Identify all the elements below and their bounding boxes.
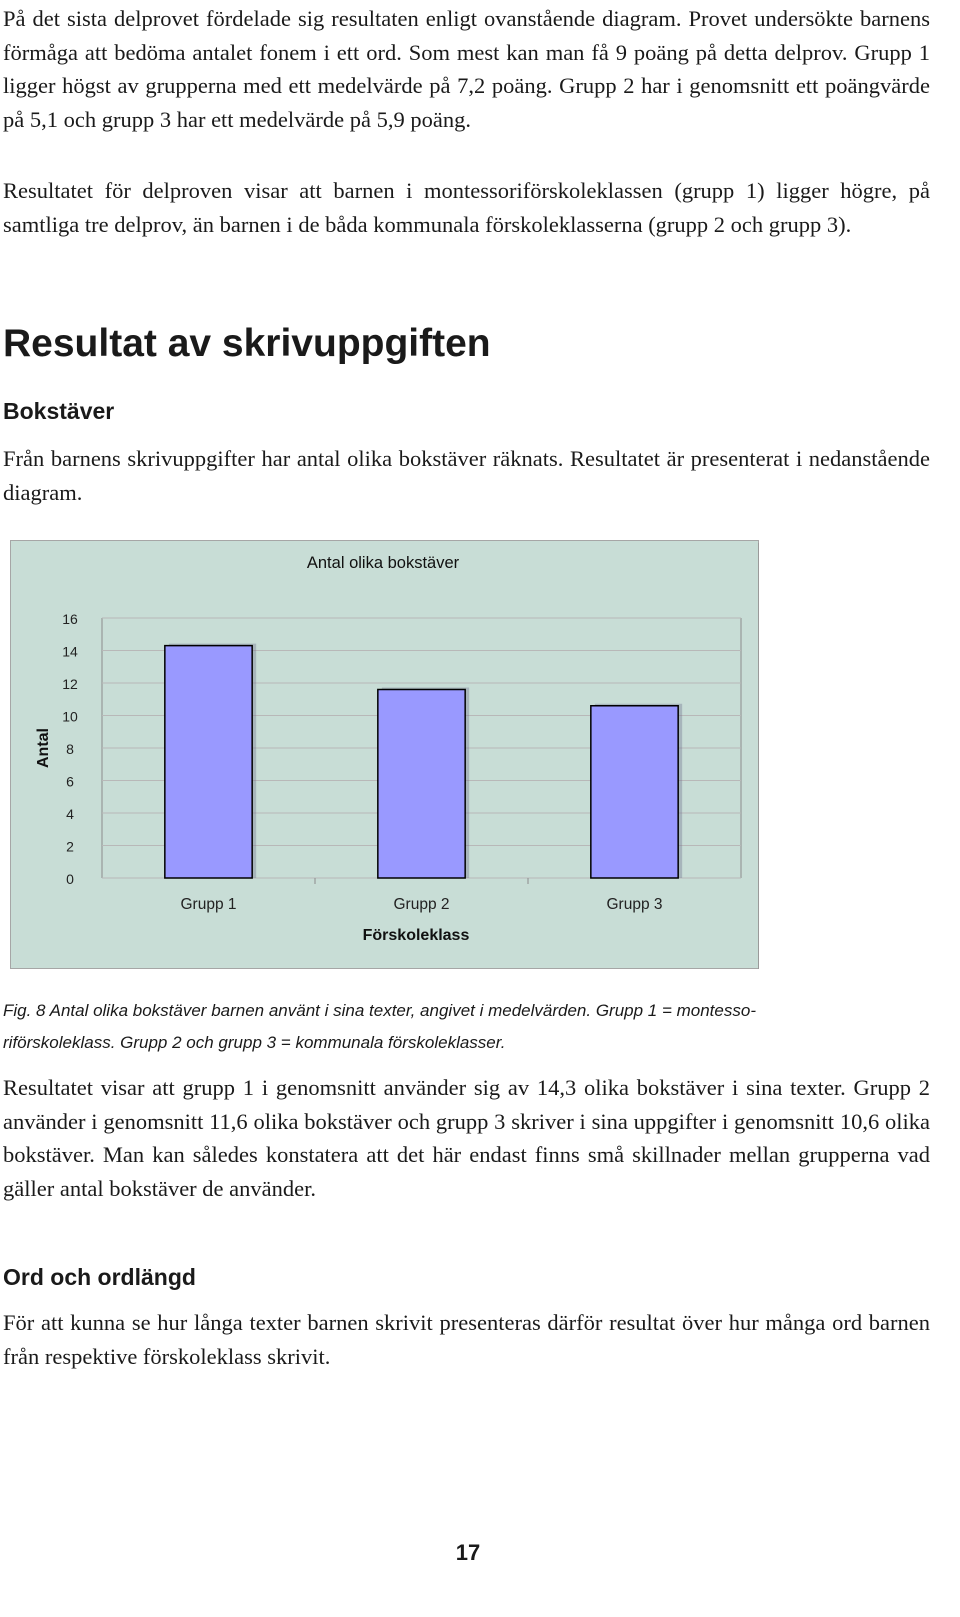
bar-chart-letters [10, 540, 759, 969]
paragraph-words-intro: För att kunna se hur långa texter barnen skrivit presenteras därför resultat över hur många ord barnen från respektive förskoleklass skrivit. [3, 1310, 930, 1369]
y-tick-label-16: 16 [62, 611, 78, 627]
chart-plot-area [62, 611, 741, 913]
bar-grupp-2 [378, 690, 465, 879]
y-tick-label-6: 6 [66, 773, 74, 790]
chart-x-axis-label: Förskoleklass [362, 927, 470, 944]
paragraph-letters-result: Resultatet visar att grupp 1 i genomsnitt använder sig av 14,3 olika bokstäver i sina texter. Grupp 2 använder i genomsnitt 11,6 olika bokstäver och grupp 3 skriver i sina uppgifter i genomsnitt 10,6 olika bokstäver. Man kan således konstatera att det här endast finns små skillnader mellan grupperna vad gäller antal bokstäver de använder. [3, 1075, 930, 1201]
figure-caption-line-1: Fig. 8 Antal olika bokstäver barnen använt i sina texter, angivet i medelvärden. Grupp 1 = montesso- [3, 1001, 756, 1020]
bar-grupp-3 [591, 706, 678, 878]
page-number: 17 [455, 1540, 481, 1565]
chart-panel-shadow-right [758, 543, 759, 969]
section-heading-writing-task: Resultat av skrivuppgiften [3, 322, 491, 365]
y-tick-label-4: 4 [66, 806, 74, 822]
chart-title: Antal olika bokstäver [306, 554, 460, 572]
y-tick-label-0: 0 [66, 871, 74, 887]
paragraph-subtest-summary: Resultatet för delproven visar att barnen i montessoriförskoleklassen (grupp 1) ligger högre, på samtliga tre delprov, än barnen i de båda kommunala förskoleklasserna (grupp 2 och grupp 3). [3, 178, 930, 237]
subheading-words: Ord och ordlängd [3, 1264, 196, 1290]
figure-caption-line-2: riförskoleklass. Grupp 2 och grupp 3 = kommunala förskoleklasser. [3, 1033, 506, 1052]
chart-y-axis-label: Antal [35, 728, 52, 768]
x-tick-label-1: Grupp 1 [180, 896, 237, 913]
y-tick-label-10: 10 [62, 708, 78, 725]
chart-svg [10, 540, 759, 969]
subheading-letters: Bokstäver [3, 398, 115, 424]
paragraph-phoneme-results: På det sista delprovet fördelade sig resultaten enligt ovanstående diagram. Provet undersökte barnens förmåga att bedöma antalet fonem i ett ord. Som mest kan man få 9 poäng på detta delprov. Grupp 1 ligger högst av grupperna med ett medelvärde på 7,2 poäng. Grupp 2 har i genomsnitt ett poängvärde på 5,1 och grupp 3 har ett medelvärde på 5,9 poäng. [3, 6, 930, 132]
x-tick-label-3: Grupp 3 [606, 896, 663, 913]
x-tick-label-2: Grupp 2 [393, 896, 450, 913]
paragraph-letters-intro: Från barnens skrivuppgifter har antal olika bokstäver räknats. Resultatet är presenterat i nedanstående diagram. [3, 446, 930, 505]
y-tick-label-12: 12 [62, 676, 78, 692]
y-tick-label-8: 8 [66, 741, 74, 757]
y-tick-label-14: 14 [62, 643, 78, 660]
bar-grupp-1 [165, 646, 252, 878]
y-tick-label-2: 2 [66, 838, 74, 855]
